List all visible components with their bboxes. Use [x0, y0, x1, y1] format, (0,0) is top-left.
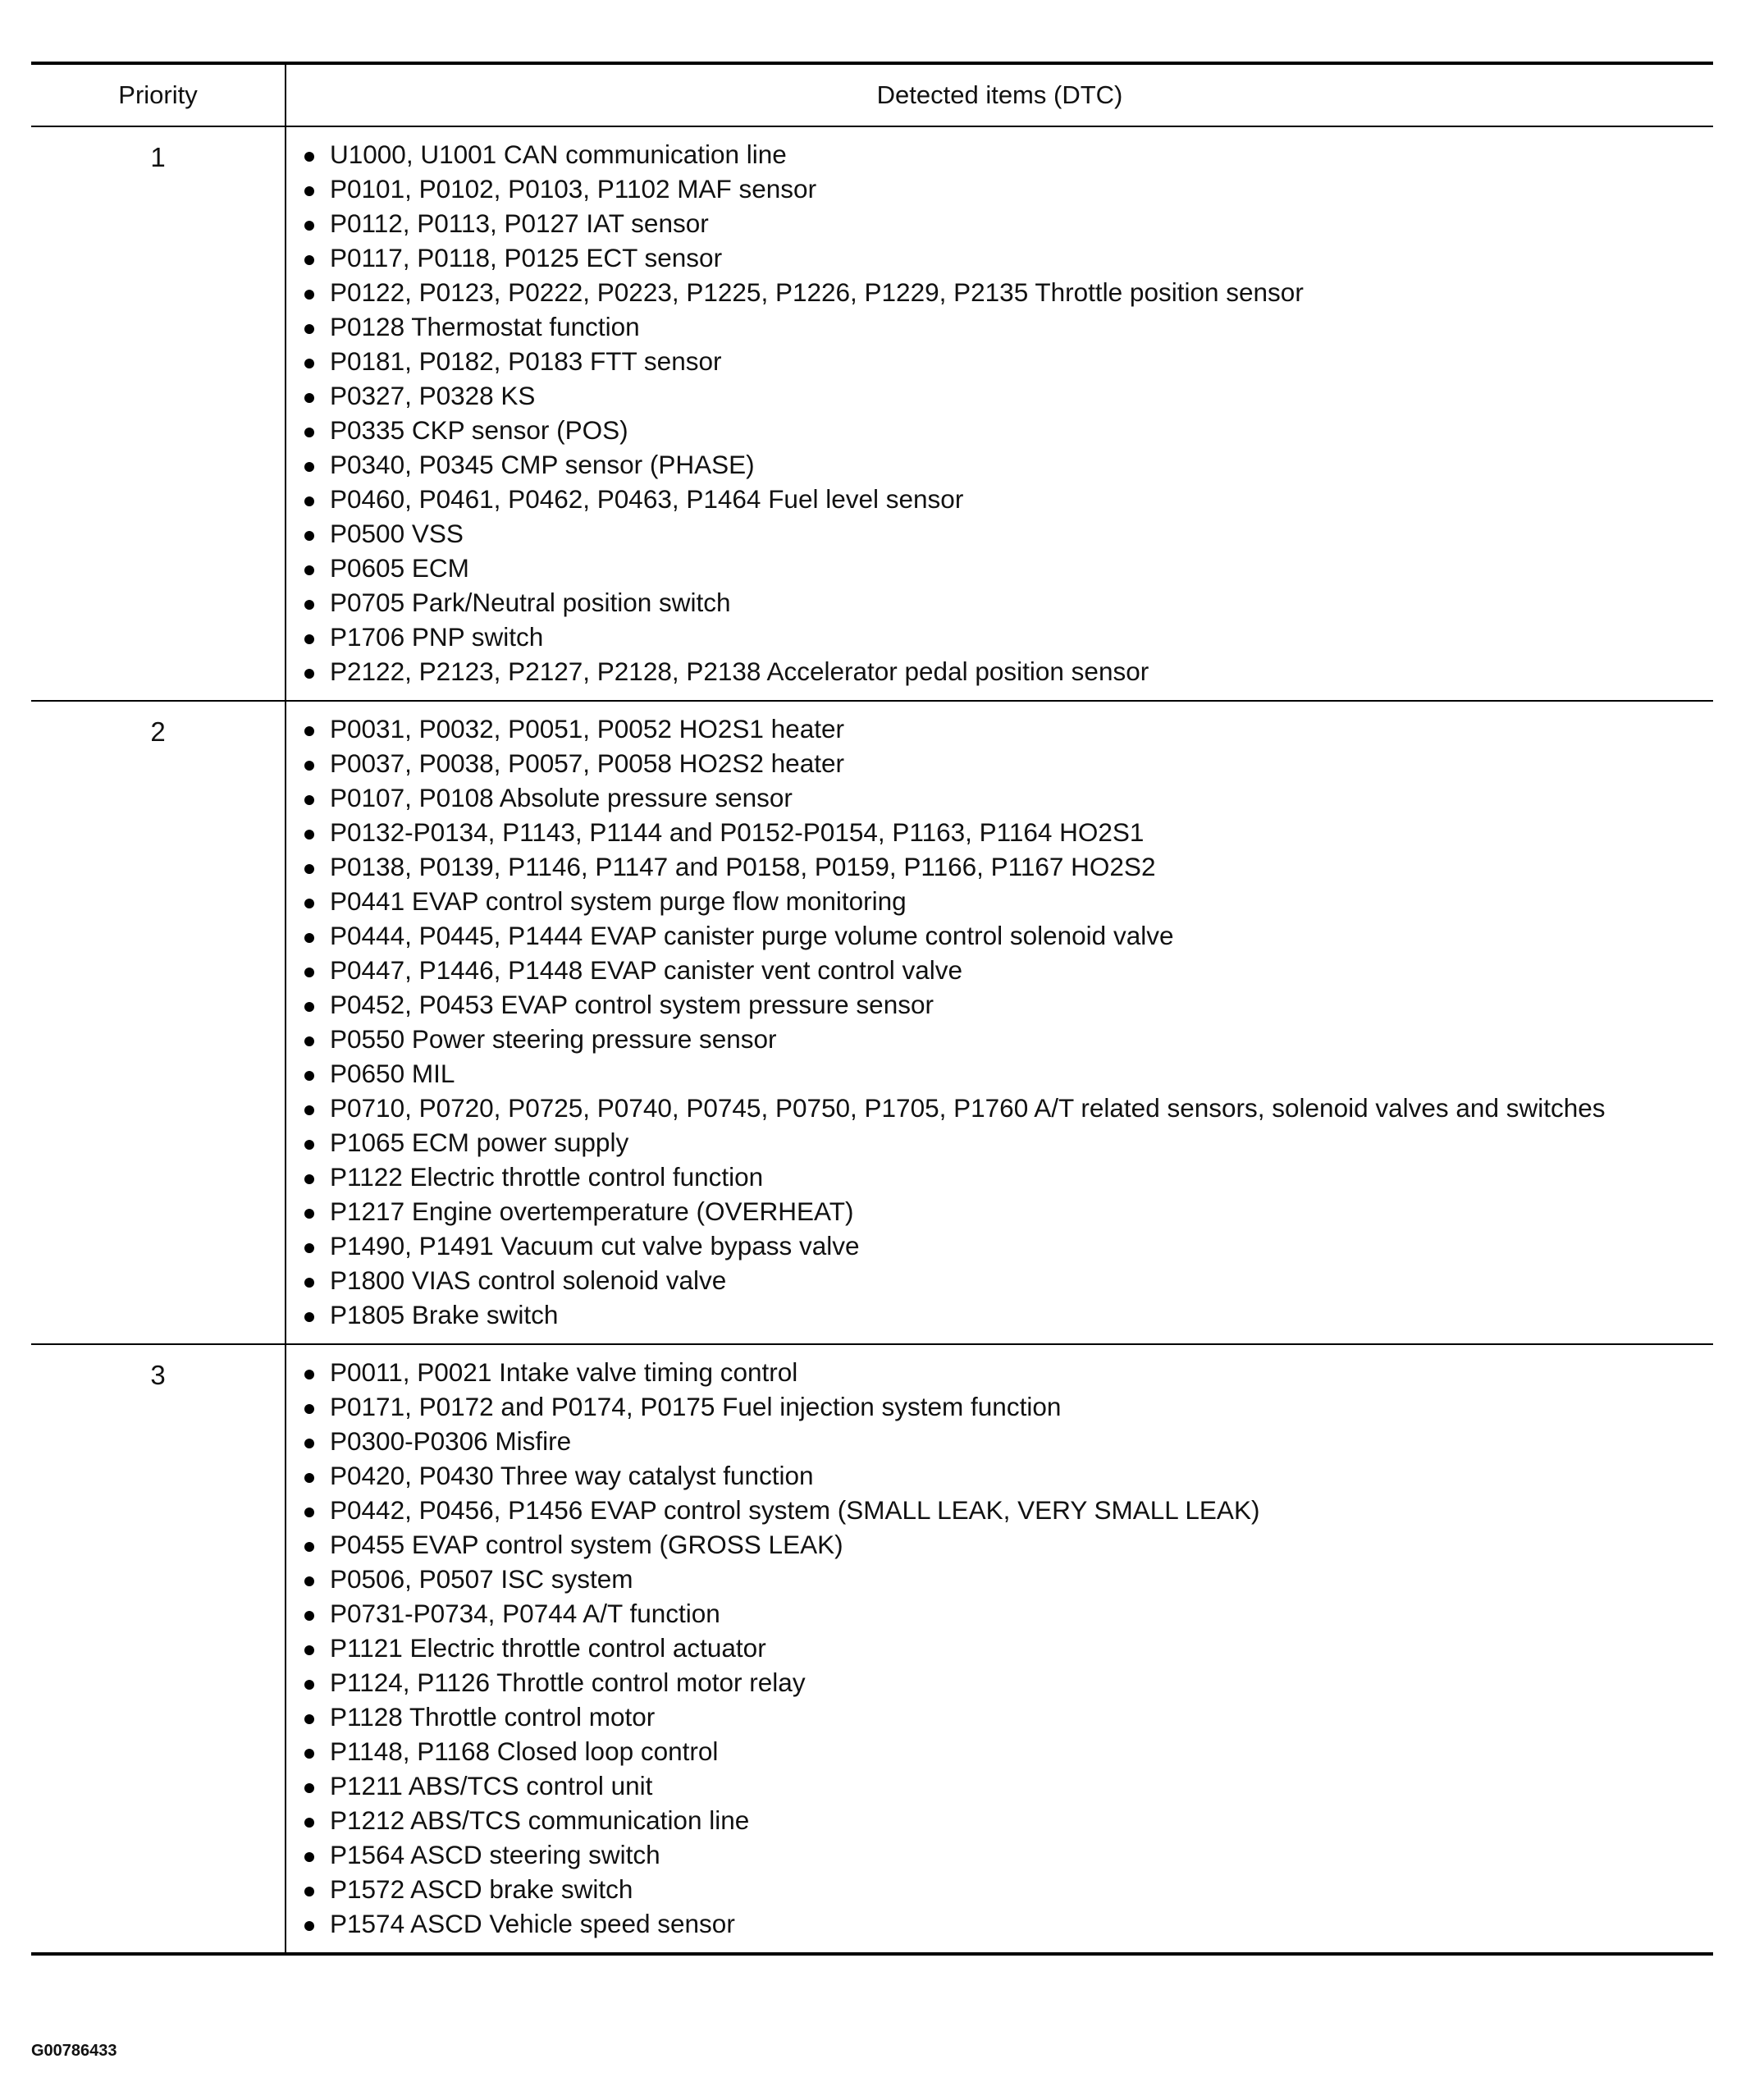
header-detected-items: Detected items (DTC) — [286, 63, 1713, 126]
list-item: P0117, P0118, P0125 ECT sensor — [286, 240, 1680, 275]
priority-cell: 2 — [31, 701, 286, 1344]
dtc-list — [286, 1345, 1713, 1952]
detected-items-cell — [286, 1344, 1713, 1954]
list-item: P0650 MIL — [286, 1056, 1680, 1091]
list-item: P1490, P1491 Vacuum cut valve bypass valve — [286, 1228, 1680, 1263]
list-item: P0171, P0172 and P0174, P0175 Fuel injection system function — [286, 1389, 1680, 1424]
list-item: P1211 ABS/TCS control unit — [286, 1768, 1680, 1803]
dtc-list — [286, 702, 1713, 1343]
table-header-row — [31, 63, 1713, 126]
list-item: P0037, P0038, P0057, P0058 HO2S2 heater — [286, 746, 1680, 780]
list-item: P0441 EVAP control system purge flow monitoring — [286, 884, 1680, 918]
list-item: P0335 CKP sensor (POS) — [286, 413, 1680, 447]
list-item: P1805 Brake switch — [286, 1297, 1680, 1332]
list-item: P0550 Power steering pressure sensor — [286, 1022, 1680, 1056]
detected-items-cell — [286, 126, 1713, 701]
list-item: P0452, P0453 EVAP control system pressure sensor — [286, 987, 1680, 1022]
list-item: P0710, P0720, P0725, P0740, P0745, P0750, P1705, P1760 A/T related sensors, solenoid valves and switches — [286, 1091, 1680, 1125]
list-item: P0447, P1446, P1448 EVAP canister vent control valve — [286, 953, 1680, 987]
list-item: P0705 Park/Neutral position switch — [286, 585, 1680, 620]
list-item: P1212 ABS/TCS communication line — [286, 1803, 1680, 1837]
priority-cell: 1 — [31, 126, 286, 701]
list-item: P1128 Throttle control motor — [286, 1700, 1680, 1734]
table-row — [31, 701, 1713, 1344]
list-item: P0138, P0139, P1146, P1147 and P0158, P0159, P1166, P1167 HO2S2 — [286, 849, 1680, 884]
table-row — [31, 1344, 1713, 1954]
dtc-priority-table — [31, 62, 1713, 1956]
list-item: P1572 ASCD brake switch — [286, 1872, 1680, 1906]
list-item: P0460, P0461, P0462, P0463, P1464 Fuel level sensor — [286, 482, 1680, 516]
list-item: P0122, P0123, P0222, P0223, P1225, P1226, P1229, P2135 Throttle position sensor — [286, 275, 1680, 309]
list-item: P0506, P0507 ISC system — [286, 1562, 1680, 1596]
list-item: P0112, P0113, P0127 IAT sensor — [286, 206, 1680, 240]
list-item: P0420, P0430 Three way catalyst function — [286, 1458, 1680, 1493]
dtc-list — [286, 127, 1713, 700]
priority-cell: 3 — [31, 1344, 286, 1954]
list-item: P0500 VSS — [286, 516, 1680, 551]
detected-items-cell — [286, 701, 1713, 1344]
list-item: P2122, P2123, P2127, P2128, P2138 Accelerator pedal position sensor — [286, 654, 1680, 689]
list-item: U1000, U1001 CAN communication line — [286, 137, 1680, 172]
list-item: P0128 Thermostat function — [286, 309, 1680, 344]
list-item: P1065 ECM power supply — [286, 1125, 1680, 1160]
list-item: P0107, P0108 Absolute pressure sensor — [286, 780, 1680, 815]
table-body — [31, 126, 1713, 1954]
list-item: P1121 Electric throttle control actuator — [286, 1631, 1680, 1665]
list-item: P1706 PNP switch — [286, 620, 1680, 654]
list-item: P0101, P0102, P0103, P1102 MAF sensor — [286, 172, 1680, 206]
list-item: P1217 Engine overtemperature (OVERHEAT) — [286, 1194, 1680, 1228]
list-item: P0444, P0445, P1444 EVAP canister purge volume control solenoid valve — [286, 918, 1680, 953]
list-item: P1122 Electric throttle control function — [286, 1160, 1680, 1194]
list-item: P0300-P0306 Misfire — [286, 1424, 1680, 1458]
list-item: P1574 ASCD Vehicle speed sensor — [286, 1906, 1680, 1941]
table-row — [31, 126, 1713, 701]
list-item: P0011, P0021 Intake valve timing control — [286, 1355, 1680, 1389]
list-item: P0327, P0328 KS — [286, 378, 1680, 413]
list-item: P0181, P0182, P0183 FTT sensor — [286, 344, 1680, 378]
list-item: P1800 VIAS control solenoid valve — [286, 1263, 1680, 1297]
list-item: P0132-P0134, P1143, P1144 and P0152-P0154, P1163, P1164 HO2S1 — [286, 815, 1680, 849]
header-priority: Priority — [31, 63, 286, 126]
list-item: P1148, P1168 Closed loop control — [286, 1734, 1680, 1768]
list-item: P1564 ASCD steering switch — [286, 1837, 1680, 1872]
list-item: P0340, P0345 CMP sensor (PHASE) — [286, 447, 1680, 482]
list-item: P0455 EVAP control system (GROSS LEAK) — [286, 1527, 1680, 1562]
figure-id: G00786433 — [31, 2042, 117, 2060]
list-item: P1124, P1126 Throttle control motor relay — [286, 1665, 1680, 1700]
list-item: P0031, P0032, P0051, P0052 HO2S1 heater — [286, 711, 1680, 746]
list-item: P0442, P0456, P1456 EVAP control system (SMALL LEAK, VERY SMALL LEAK) — [286, 1493, 1680, 1527]
list-item: P0605 ECM — [286, 551, 1680, 585]
list-item: P0731-P0734, P0744 A/T function — [286, 1596, 1680, 1631]
